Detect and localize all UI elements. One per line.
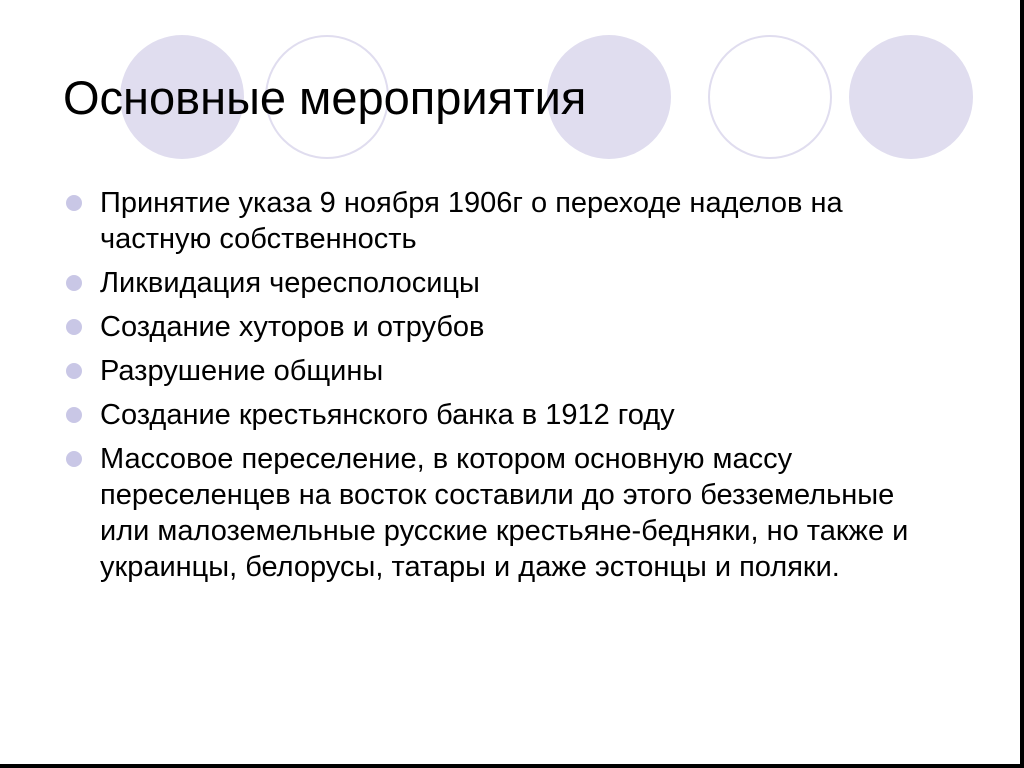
- decorative-circle-filled: [849, 35, 973, 159]
- bullet-list: [65, 185, 945, 593]
- bullet-text: Создание хуторов и отрубов: [100, 311, 485, 343]
- bullet-item: [65, 353, 945, 389]
- bullet-text: Ликвидация чересполосицы: [100, 267, 480, 299]
- bullet-dot-icon: [66, 363, 82, 379]
- bullet-item: [65, 185, 945, 257]
- bullet-item: [65, 309, 945, 345]
- bullet-item: [65, 441, 945, 585]
- bullet-dot-icon: [66, 195, 82, 211]
- bullet-dot-icon: [66, 451, 82, 467]
- bullet-item: [65, 397, 945, 433]
- slide-title: Основные мероприятия: [63, 71, 587, 124]
- bullet-item: [65, 265, 945, 301]
- bullet-text: Массовое переселение, в котором основную массу переселенцев на восток составили до этого безземельные или малоземельные русские крестьяне-бедняки, но также и украинцы, белорусы, татары и даже эстонцы и поляки.: [100, 443, 909, 583]
- decorative-circle-outlined: [708, 35, 832, 159]
- bullet-dot-icon: [66, 275, 82, 291]
- bullet-dot-icon: [66, 407, 82, 423]
- bullet-text: Разрушение общины: [100, 355, 384, 387]
- bullet-dot-icon: [66, 319, 82, 335]
- bullet-text: Создание крестьянского банка в 1912 году: [100, 399, 675, 431]
- bullet-text: Принятие указа 9 ноября 1906г о переходе наделов на частную собственность: [100, 187, 843, 255]
